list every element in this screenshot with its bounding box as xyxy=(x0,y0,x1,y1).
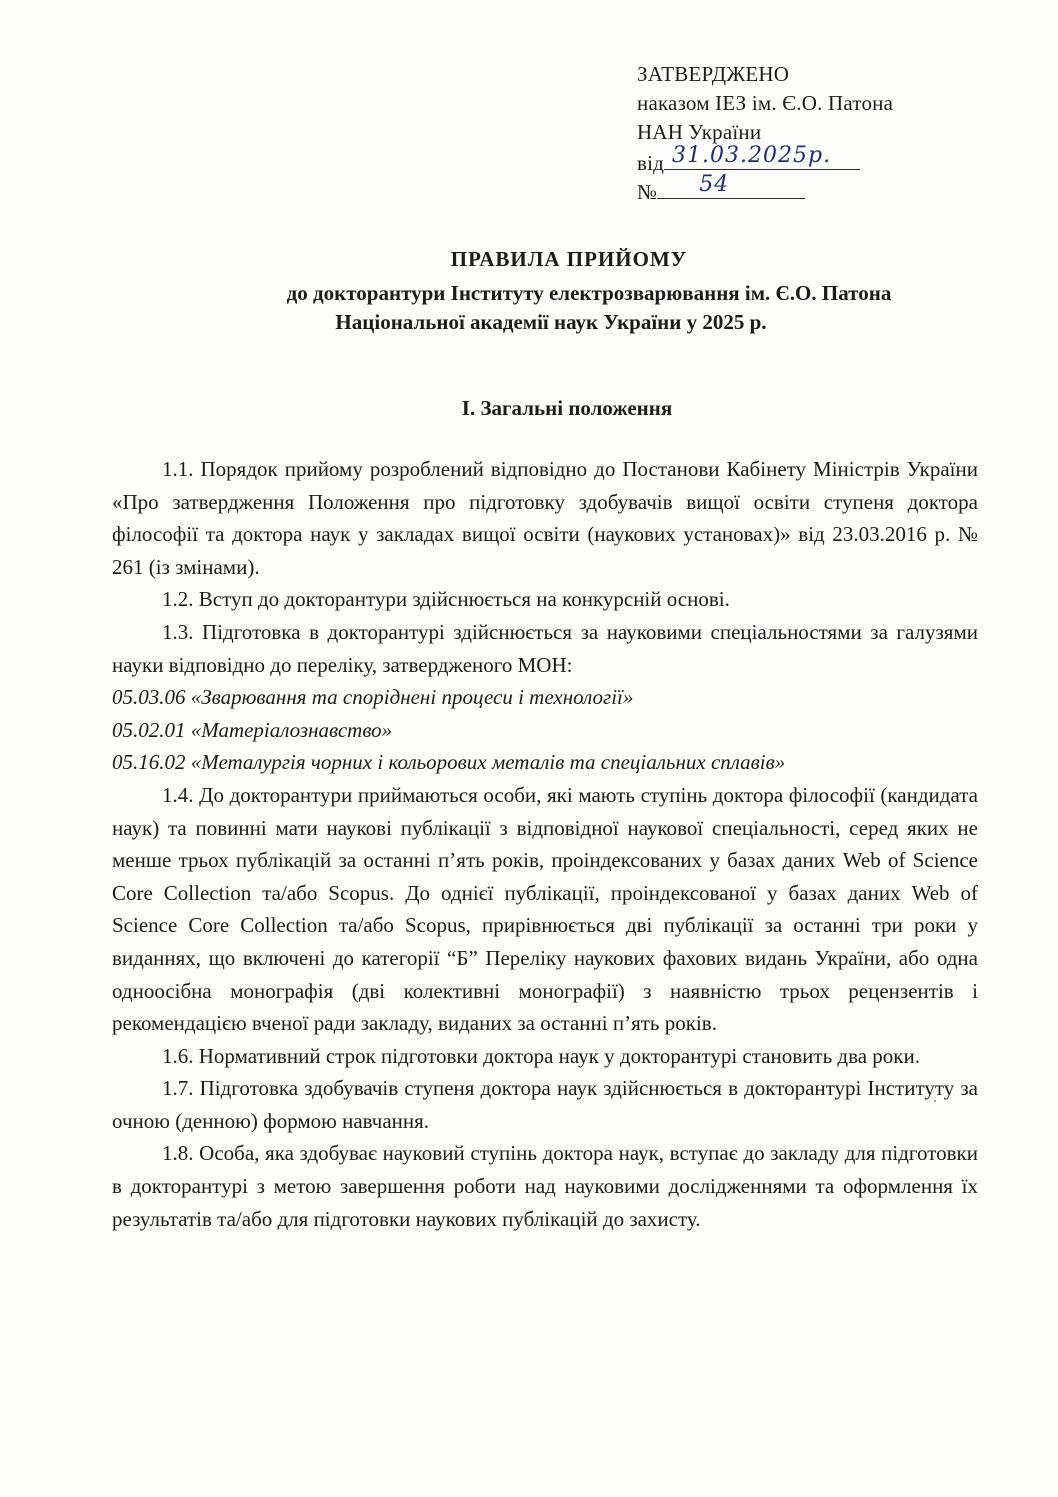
paragraph-1-4: 1.4. До докторантури приймаються особи, які мають ступінь доктора філософії (кандидата наук) та повинні мати наукові публікації з відповідної наукової спеціальності, серед яких не менше трьох публікацій за останні п’ять років, проіндексованих у базах даних Web of Science Core Collection та/або Scopus. До однієї публікації, проіндексованої у базах даних Web of Science Core Collection та/або Scopus, прирівнюється дві публікації за останні три роки у виданнях, що включені до категорії “Б” Переліку наукових фахових видань України, або одна одноосібна монографія (дві колективні монографії) з наявністю трьох рецензентів і рекомендацією вченої ради закладу, виданих за останні п’ять років. xyxy=(112,782,978,1036)
document-subtitle-academy: Національної академії наук України у 2025 р. xyxy=(335,310,767,334)
approval-academy-line: НАН України xyxy=(637,120,762,144)
document-body xyxy=(112,453,978,1235)
specialty-item: 05.16.02 «Металургія чорних і кольорових металів та спеціальних сплавів» xyxy=(112,750,786,775)
paragraph-1-3: 1.3. Підготовка в докторантурі здійснюється за науковими спеціальностями за галузями науки відповідно до переліку, затвердженого МОН: xyxy=(112,619,978,677)
approval-number-blank xyxy=(657,172,805,199)
approval-order-line: наказом ІЕЗ ім. Є.О. Патона xyxy=(637,91,894,115)
paragraph-1-8: 1.8. Особа, яка здобуває науковий ступінь доктора наук, вступає до закладу для підготовки в докторантурі з метою завершення роботи над науковими дослідженнями та оформлення їх результатів та/або для підготовки наукових публікацій до захисту. xyxy=(112,1141,978,1231)
approval-date-label: від xyxy=(637,151,665,175)
approval-number-label: № xyxy=(637,180,658,204)
approval-number-handwritten: 54 xyxy=(699,172,730,197)
specialty-item: 05.02.01 «Матеріалознавство» xyxy=(112,717,393,742)
document-subtitle-institute: до докторантури Інституту електрозварювання ім. Є.О. Патона xyxy=(286,281,892,305)
approval-stamp-block xyxy=(637,60,893,205)
section-heading-general: І. Загальні положення xyxy=(461,396,673,420)
specialty-item: 05.03.06 «Зварювання та споріднені процеси і технології» xyxy=(112,685,634,710)
document-title: ПРАВИЛА ПРИЙОМУ xyxy=(450,247,688,271)
scan-speck xyxy=(934,1100,936,1102)
approval-date-line xyxy=(637,143,893,176)
paragraph-1-1: 1.1. Порядок прийому розроблений відповідно до Постанови Кабінету Міністрів України «Про затвердження Положення про підготовку здобувачів вищої освіти ступеня доктора філософії та доктора наук у закладах вищої освіти (наукових установах)» від 23.03.2016 р. № 261 (із змінами). xyxy=(112,457,978,579)
approval-heading: ЗАТВЕРДЖЕНО xyxy=(637,62,790,86)
approval-date-handwritten: 31.03.2025р. xyxy=(672,143,832,168)
paragraph-1-2: 1.2. Вступ до докторантури здійснюється на конкурсній основі. xyxy=(162,587,730,612)
paragraph-1-7: 1.7. Підготовка здобувачів ступеня доктора наук здійснюється в докторантурі Інституту за очною (денною) формою навчання. xyxy=(112,1076,978,1133)
paragraph-1-6: 1.6. Нормативний строк підготовки доктора наук у докторантурі становить два роки. xyxy=(162,1043,920,1068)
approval-number-line xyxy=(637,172,893,205)
approval-date-blank xyxy=(664,143,860,170)
